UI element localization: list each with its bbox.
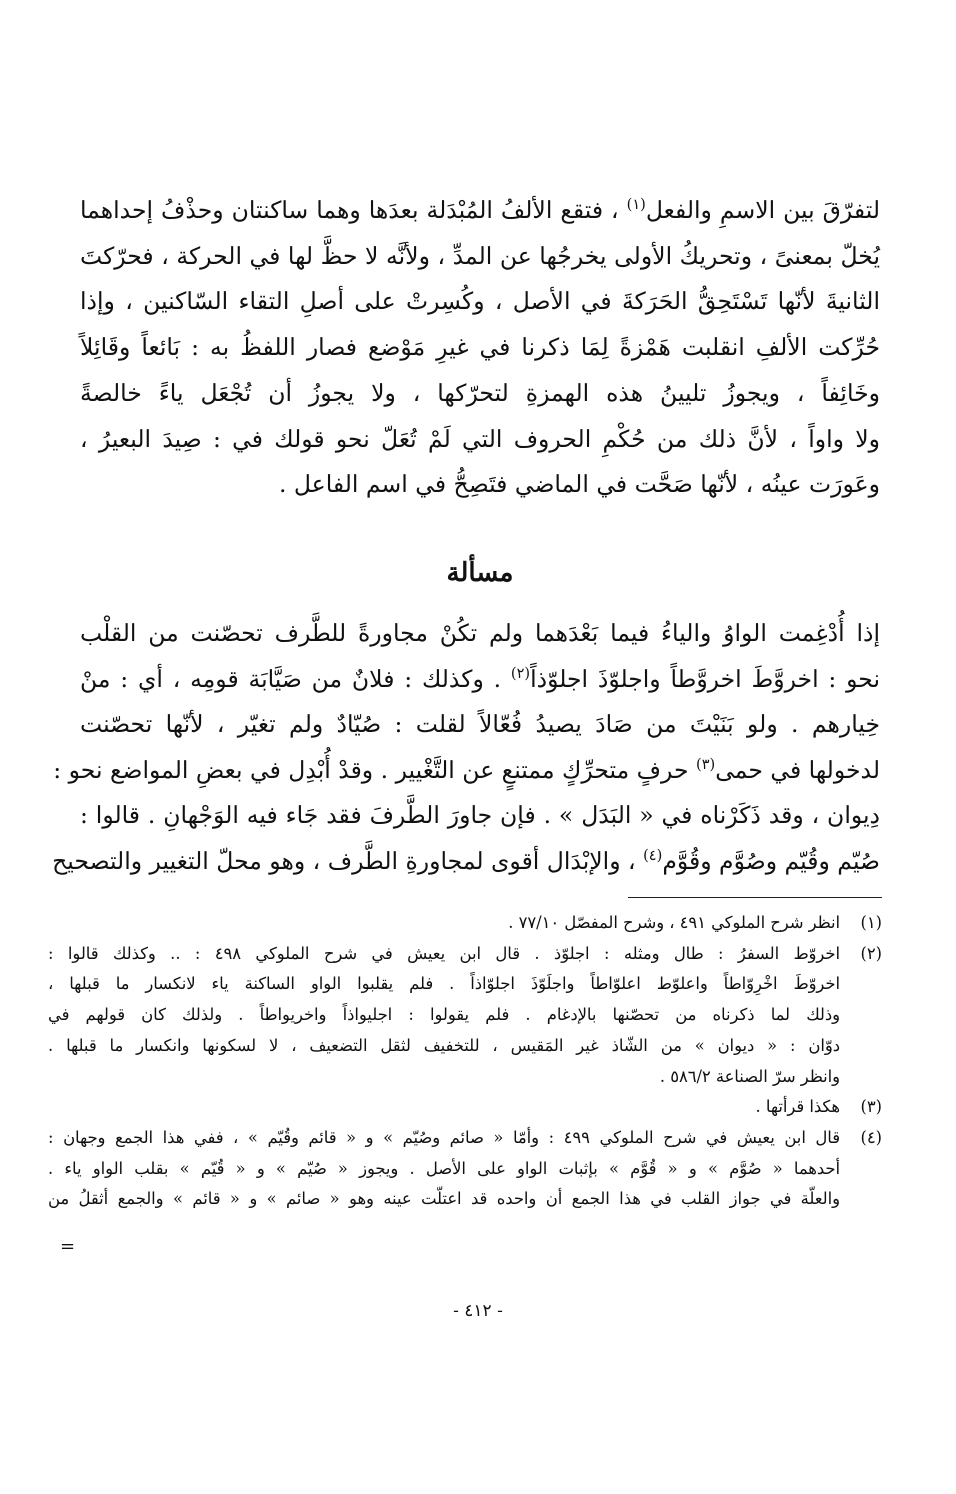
footnote-line: اخروّط السفرُ : طال ومثله : اجلوّذ . قال ابن يعيش في شرح الملوكي ٤٩٨ : .. وكذلك قالوا : [48,943,840,963]
footnote-line: وانظر سرّ الصناعة ٥٨٦/٢ . [659,1066,840,1086]
paragraph-2-line: نحو : اخروَّطَ اخروَّطاً واجلوّذَ اجلوّذاً$^{(٢)}$ . وكذلك : فلانٌ من صَيَّابَة قومِه ، أي : منْ [80,664,880,693]
footnote-number: (٣) [860,1097,882,1117]
footnote-ref: (٣) [696,755,716,773]
paragraph-1-line: وعَورَت عينُه ، لأنّها صَحَّت في الماضي فتَصِحُّ في اسم الفاعل . [278,470,880,499]
footnote-line: انظر شرح الملوكي ٤٩١ ، وشرح المفصّل ٧٧/١٠ . [508,913,840,932]
paragraph-1-line: يُخلّ بمعنىً ، وتحريكُ الأولى يخرجُها عن المدِّ ، ولأنَّه لا حظَّ لها في الحركة ، فحرّكتَ [80,241,880,270]
footnote-line: وذلك لما ذكرناه من تحصّنها بالإدغام . فلم يقولوا : اجليواذاً واخريواطاً . ولذلك كان قولهم في [48,1005,840,1025]
paragraph-1 [80,188,880,508]
footnote [48,1123,882,1215]
footnote [48,908,882,939]
footnote-line: هكذا قرأتها . [755,1097,840,1117]
paragraph-1-line: الثانيةَ لأنّها تَسْتَحِقُّ الحَرَكةَ في الأصل ، وكُسِرتْ على أصلِ التقاء السّاكنين ، وإذا [80,287,880,316]
footnote-line: والعلّة في جواز القلب في هذا الجمع أن واحده قد اعتلّت عينه وهو « صائم » و « قائم » والجمع أثقلُ من [48,1189,840,1209]
footnote [48,1092,882,1123]
paragraph-1-line: حُرِّكت الألفِ انقلبت هَمْزةً لِمَا ذكرنا في غيرِ مَوْضع فصار اللفظُ به : بَائعاً وقَائِلاً [80,333,880,362]
footnote-ref: (٢) [510,664,531,682]
footnote-ref: (١) [626,196,646,214]
footnote-ref: (٤) [643,847,663,865]
paragraph-2-line: إذا أُدْغِمت الواوُ والياءُ فيما بَعْدَهما ولم تكُنْ مجاورةً للطَّرف تحصّنت من القلْب [80,619,880,647]
footnote-separator [628,897,882,898]
footnote-line: أحدهما « صُوَّم » و « قُوَّم » بإثبات الواو على الأصل . ويجوز « صُيّم » و « قُيّم » بقلب الواو ياء . [48,1158,840,1178]
paragraph-1-line: لتفرّقَ بين الاسمِ والفعل$^{(١)}$ ، فتقع الألفُ المُبْدَلة بعدَها وهما ساكنتان وحذْفُ إحداهما [80,196,880,224]
paragraph-2-line: لدخولها في حمى$^{(٣)}$ حرفٍ متحرِّكٍ ممتنعٍ عن التَّغْيير . وقدْ أُبْدِل في بعضِ المواضع نحو : [53,755,880,784]
page-number: - ٤١٢ - [453,1301,503,1321]
footnote [48,939,882,1093]
footnote-line: قال ابن يعيش في شرح الملوكي ٤٩٩ : وأمّا « صائم وصُيّم » و « قائم وقُيّم » ، ففي هذا الجمع وجهان : [48,1127,841,1147]
footnote-number: (٢) [860,943,882,963]
section-heading: مسألة [446,558,514,588]
paragraph-1-line: ولا واواً ، لأنَّ ذلك من حُكْمِ الحروف التي لَمْ تُعَلّ نحو قولك في : صِيدَ البعيرُ ، [80,424,880,453]
footnote-number: (١) [860,913,882,932]
continuation-mark: = [60,1236,76,1257]
footnote-line: دوّان : « ديوان » من الشّاذ غير المَقيس ، للتخفيف لثقل التضعيف ، لا لسكونها وانكسار ما قبلها . [48,1035,840,1055]
footnote-line: اخروّطَ اخْرِوّاطاً واعلوّط اعلوّاطاً واجلَوّذَ اجلوّاذاً . فلم يقلبوا الواو الساكنة ياء لانكسار ما قبلها ، [48,974,840,994]
paragraph-2-line: خِيارهم . ولو بَنَيْتَ من صَادَ يصيدُ فُعّالاً لقلت : صُيّادٌ ولم تغيّر ، لأنّها تحصّنت [80,710,880,739]
paragraph-2-line: صُيّم وقُيّم وصُوَّم وقُوَّم$^{(٤)}$ ، والإبْدَال أقوى لمجاورةِ الطَّرف ، وهو محلّ التغيير والتصحيح [52,846,880,875]
footnote-number: (٤) [860,1127,882,1147]
footnotes [48,908,882,1215]
paragraph-2-line: دِيوان ، وقد ذَكَرْناه في « البَدَل » . فإن جاورَ الطَّرفَ فقد جَاء فيه الوَجْهانِ . قالوا : [80,801,880,830]
paragraph-2 [52,611,880,885]
paragraph-1-line: وخَائِفاً ، ويجوزُ تليينُ هذه الهمزةِ لتحرّكها ، ولا يجوزُ أن تُجْعَل ياءً خالصةً [80,378,880,407]
